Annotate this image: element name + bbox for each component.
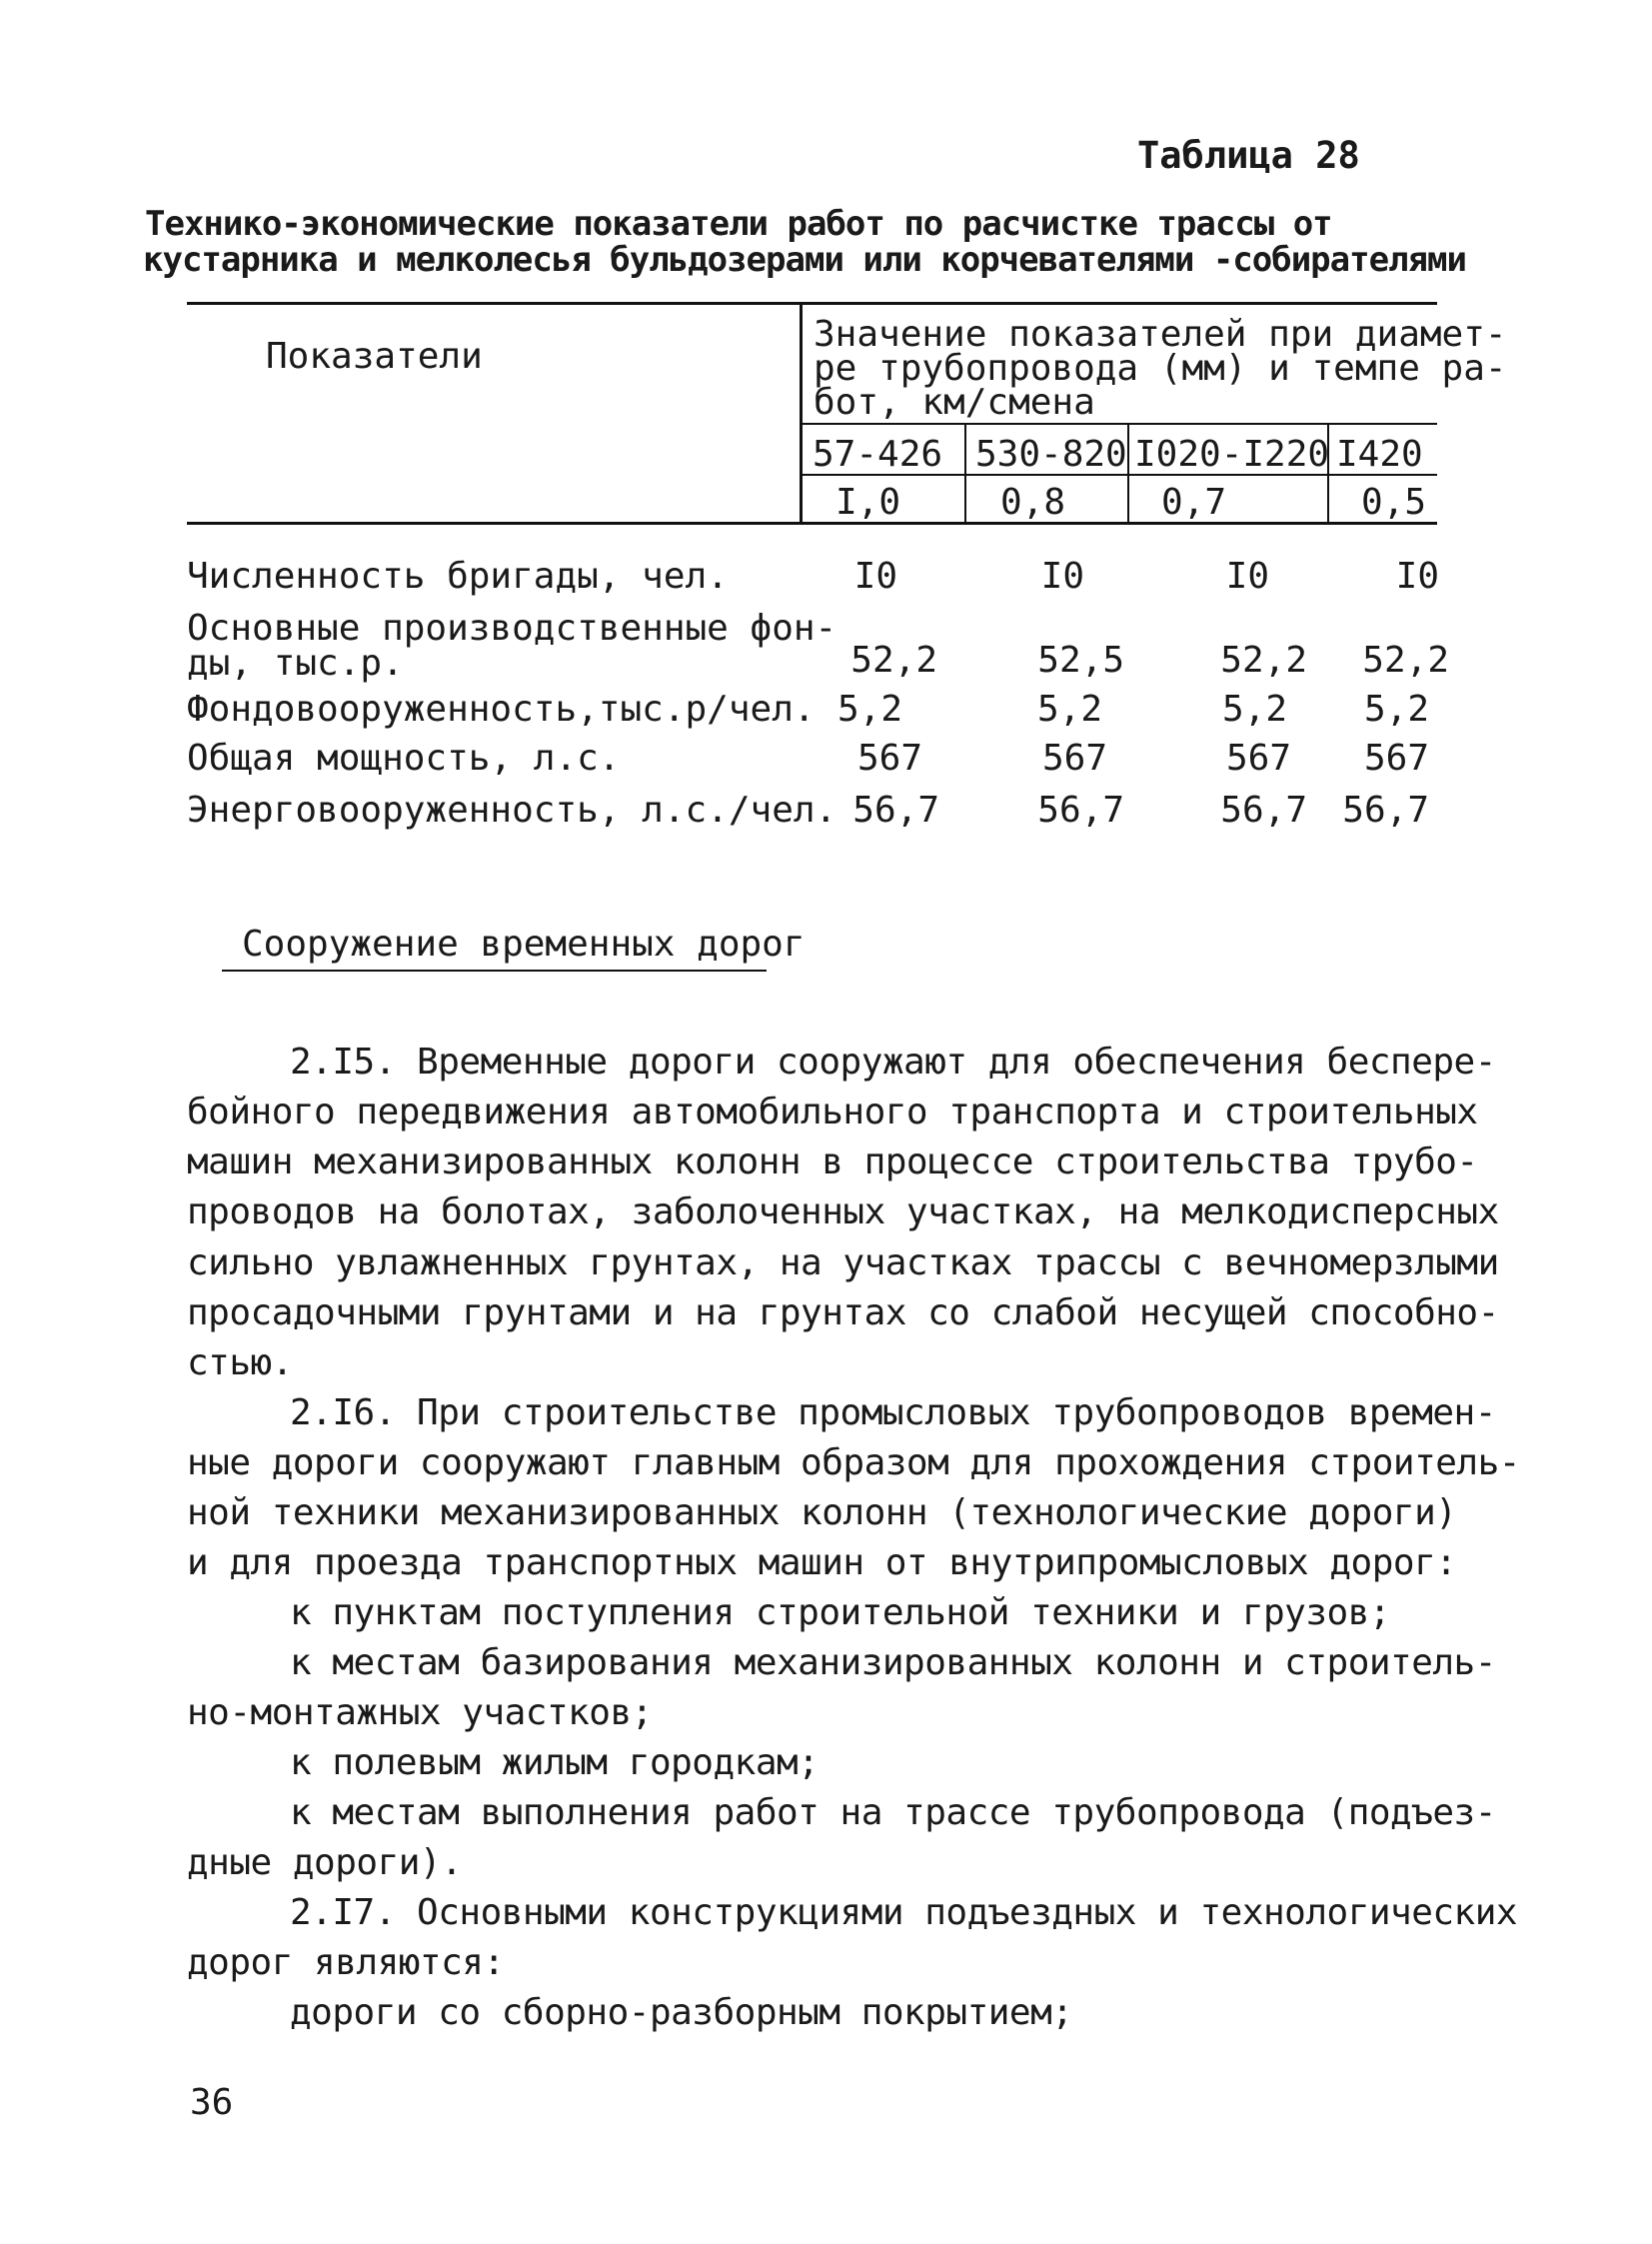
paragraph-line: к местам выполнения работ на трассе трубопровода (подъез-	[290, 1792, 1496, 1833]
table-value: 567	[1041, 738, 1107, 779]
section-heading: Сооружение временных дорог	[242, 924, 806, 965]
paragraph-line: но-монтажных участков;	[187, 1692, 653, 1733]
row-label-crew: Численность бригады, чел.	[187, 556, 729, 597]
paragraph-line: дороги со сборно-разборным покрытием;	[290, 1992, 1073, 2033]
table-number: Таблица 28	[1137, 134, 1360, 177]
diameter-cell: 530-820	[975, 434, 1127, 475]
tempo-cell: I,0	[835, 482, 901, 523]
table-value: 5,2	[1221, 689, 1287, 730]
paragraph-line: к полевым жилым городкам;	[290, 1742, 820, 1783]
row-label-power: Общая мощность, л.с.	[187, 738, 621, 779]
paragraph-line: ной техники механизированных колонн (технологические дороги)	[187, 1492, 1457, 1533]
row-label-funds-line-1: Основные производственные фон-	[187, 608, 837, 649]
tempo-cell: 0,7	[1161, 482, 1227, 523]
table-value: I0	[1040, 556, 1084, 597]
table-value: 5,2	[836, 689, 902, 730]
table-value: 56,7	[1342, 790, 1429, 831]
col-divider-1	[964, 423, 966, 523]
row-label-funds-line-2: ды, тыс.р.	[187, 643, 404, 684]
paragraph-line: сильно увлажненных грунтах, на участках трассы с вечномерзлыми	[187, 1242, 1499, 1283]
table-value: I0	[853, 556, 897, 597]
table-value: 56,7	[1220, 790, 1307, 831]
paragraph-line: к пунктам поступления строительной техники и грузов;	[290, 1592, 1391, 1633]
table-value: I0	[1395, 556, 1439, 597]
row-label-fund-ratio: Фондовооруженность,тыс.р/чел.	[187, 689, 816, 730]
table-value: 52,2	[850, 640, 937, 681]
header-caption-line-2: ре трубопровода (мм) и темпе ра-	[814, 348, 1507, 389]
paragraph-line: дные дороги).	[187, 1842, 463, 1883]
paragraph-line: 2.I6. При строительстве промысловых трубопроводов времен-	[290, 1392, 1496, 1433]
header-caption-line-3: бот, км/смена	[814, 382, 1095, 423]
paragraph-line: и для проезда транспортных машин от внутрипромысловых дорог:	[187, 1542, 1457, 1583]
paragraph-line: дорог являются:	[187, 1942, 505, 1983]
table-value: 52,5	[1037, 640, 1124, 681]
col-divider-2	[1127, 423, 1129, 523]
table-value: 5,2	[1363, 689, 1429, 730]
table-value: 56,7	[852, 790, 939, 831]
tempo-cell: 0,5	[1361, 482, 1427, 523]
table-top-rule	[187, 302, 1437, 305]
header-values-caption	[814, 314, 1507, 423]
header-caption-line-1: Значение показателей при диамет-	[814, 314, 1507, 355]
table-value: 5,2	[1036, 689, 1102, 730]
paragraph-line: бойного передвижения автомобильного транспорта и строительных	[187, 1092, 1478, 1132]
table-vertical-divider	[800, 302, 803, 524]
diameter-cell: 57-426	[813, 434, 943, 475]
table-value: 567	[1225, 738, 1291, 779]
paragraph-line: 2.I7. Основными конструкциями подъездных и технологических	[290, 1892, 1518, 1933]
section-heading-underline	[222, 970, 767, 972]
paragraph-line: просадочными грунтами и на грунтах со слабой несущей способно-	[187, 1292, 1499, 1333]
table-value: 56,7	[1037, 790, 1124, 831]
table-value: I0	[1225, 556, 1269, 597]
table-value: 567	[856, 738, 922, 779]
paragraph-line: проводов на болотах, заболоченных участках, на мелкодисперсных	[187, 1191, 1499, 1232]
paragraph-line: машин механизированных колонн в процессе строительства трубо-	[187, 1141, 1478, 1182]
table-value: 52,2	[1220, 640, 1307, 681]
header-indicators: Показатели	[266, 336, 483, 377]
paragraph-line: 2.I5. Временные дороги сооружают для обеспечения беспере-	[290, 1042, 1496, 1083]
paragraph-line: ные дороги сооружают главным образом для прохождения строитель-	[187, 1442, 1520, 1483]
header-rule-1	[800, 423, 1437, 425]
table-title-line-1: Технико-экономические показатели работ по расчистке трассы от	[145, 204, 1332, 244]
header-bottom-rule	[187, 522, 1437, 525]
page-number: 36	[190, 2082, 234, 2123]
paragraph-line: к местам базирования механизированных колонн и строитель-	[290, 1642, 1496, 1683]
table-value: 52,2	[1362, 640, 1449, 681]
row-label-energy-ratio: Энерговооруженность, л.с./чел.	[187, 790, 837, 831]
table-value: 567	[1363, 738, 1429, 779]
paragraph-line: стью.	[187, 1342, 293, 1383]
diameter-cell: I420	[1336, 434, 1423, 475]
tempo-cell: 0,8	[1000, 482, 1066, 523]
table-title-line-2: кустарника и мелколесья бульдозерами или корчевателями -собирателями	[143, 240, 1466, 280]
diameter-cell: I020-I220	[1134, 434, 1330, 475]
